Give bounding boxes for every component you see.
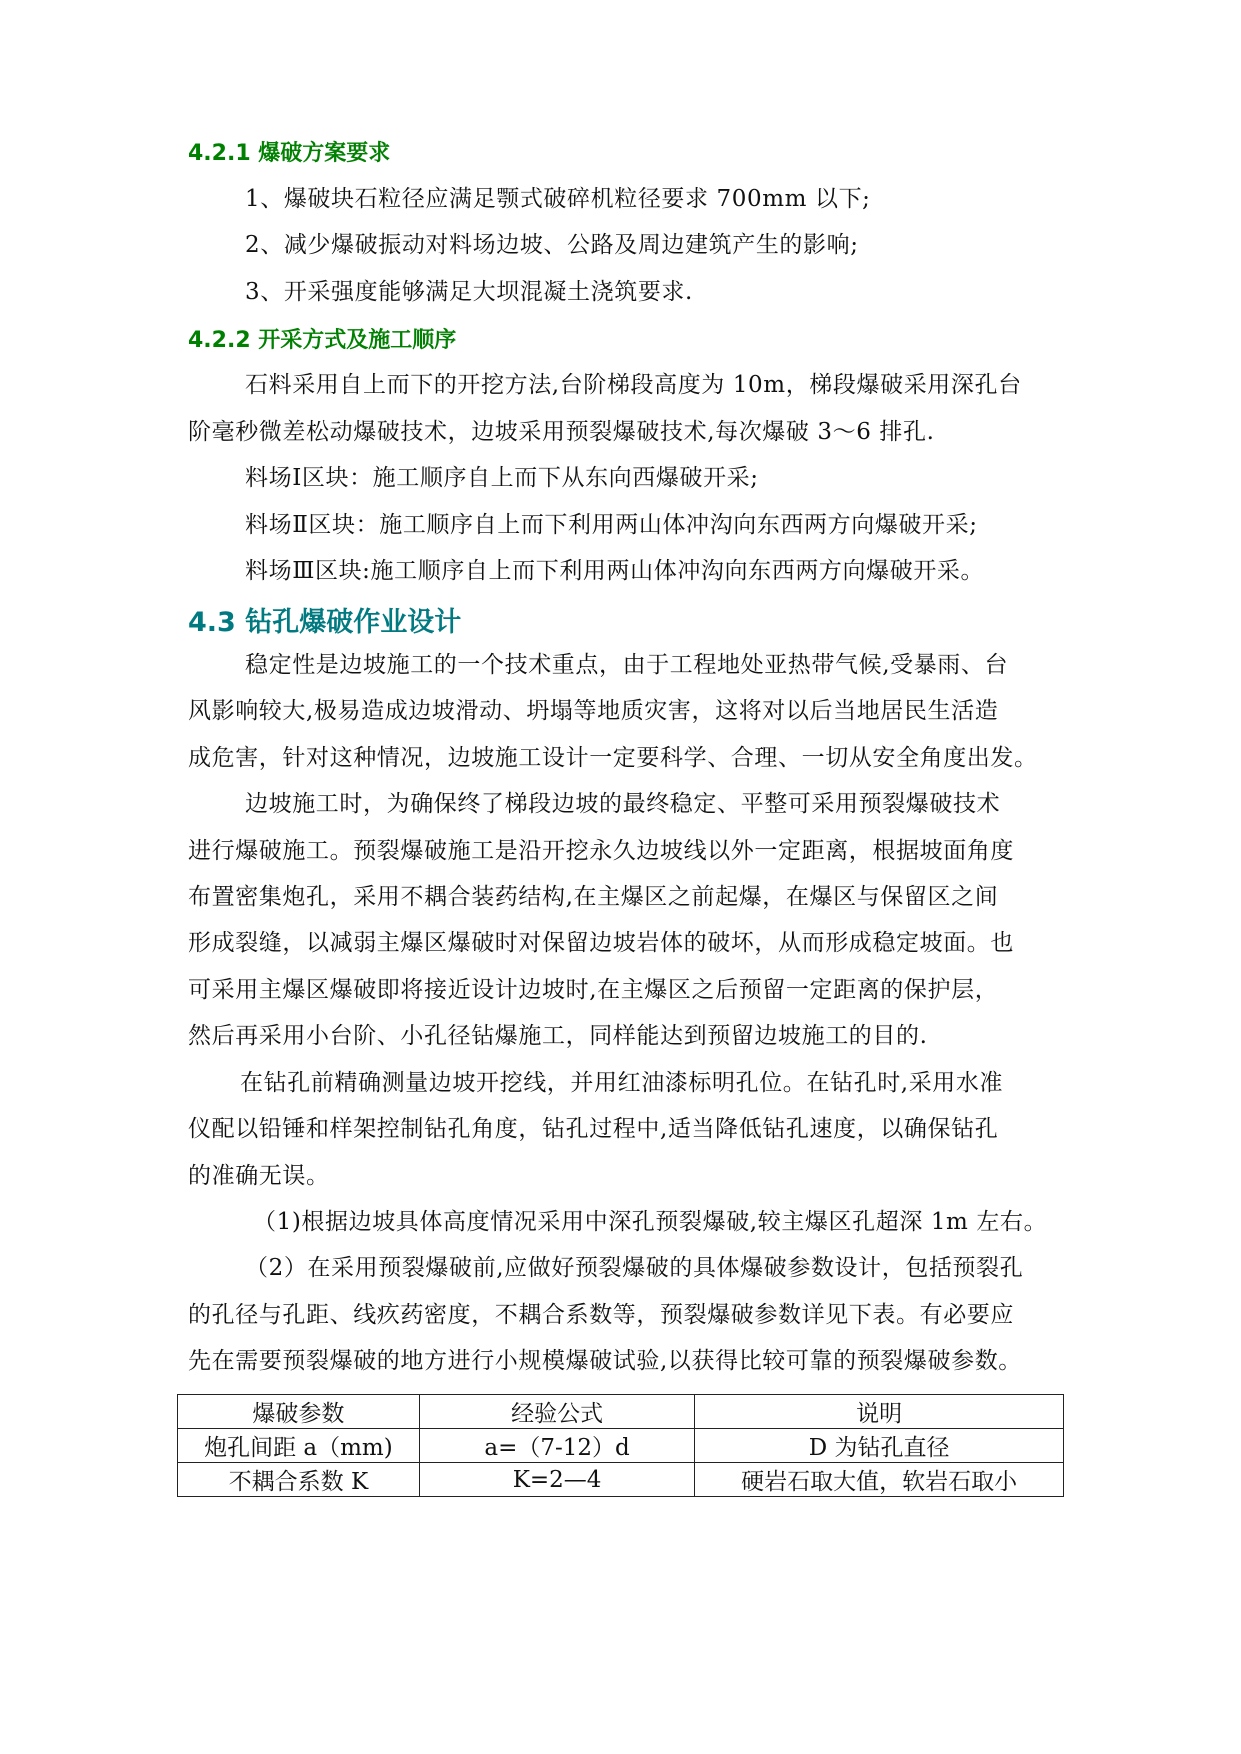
zone-1-line: 料场Ⅰ区块：施工顺序自上而下从东向西爆破开采;: [245, 465, 759, 491]
requirement-item-1: 1、爆破块石粒径应满足颚式破碎机粒径要求 700mm 以下;: [245, 186, 871, 212]
table-cell: K=2—4: [419, 1463, 695, 1497]
requirement-item-3: 3、开采强度能够满足大坝混凝土浇筑要求.: [245, 279, 693, 305]
mining-paragraph-line: 石料采用自上而下的开挖方法,台阶梯段高度为 10m，梯段爆破采用深孔台: [245, 372, 1022, 398]
zone-2-line: 料场Ⅱ区块：施工顺序自上而下利用两山体冲沟向东西两方向爆破开采;: [245, 512, 978, 538]
table-cell: a=（7-12）d: [419, 1429, 695, 1463]
table-header-row: [178, 1395, 1064, 1429]
heading-4-3: 4.3 钻孔爆破作业设计: [188, 607, 462, 638]
presplit-paragraph-line: 布置密集炮孔，采用不耦合装药结构,在主爆区之前起爆，在爆区与保留区之间: [188, 884, 999, 910]
presplit-paragraph-line: 然后再采用小台阶、小孔径钻爆施工，同样能达到预留边坡施工的目的.: [188, 1023, 928, 1049]
presplit-paragraph-line: 进行爆破施工。预裂爆破施工是沿开挖永久边坡线以外一定距离，根据坡面角度: [188, 838, 1014, 864]
stability-paragraph-line: 风影响较大,极易造成边坡滑动、坍塌等地质灾害，这将对以后当地居民生活造: [188, 698, 999, 724]
drilling-paragraph-line: 仪配以铅锤和样架控制钻孔角度，钻孔过程中,适当降低钻孔速度，以确保钻孔: [188, 1116, 999, 1142]
numbered-item-2-line: 先在需要预裂爆破的地方进行小规模爆破试验,以获得比较可靠的预裂爆破参数。: [188, 1348, 1022, 1374]
stability-paragraph-line: 成危害，针对这种情况，边坡施工设计一定要科学、合理、一切从安全角度出发。: [188, 745, 1038, 771]
table-cell: 硬岩石取大值，软岩石取小: [695, 1463, 1064, 1497]
numbered-item-2-line: 的孔径与孔距、线疚药密度，不耦合系数等，预裂爆破参数详见下表。有必要应: [188, 1302, 1014, 1328]
mining-paragraph-line: 阶毫秒微差松动爆破技术，边坡采用预裂爆破技术,每次爆破 3～6 排孔.: [188, 419, 935, 445]
presplit-paragraph-line: 边坡施工时，为确保终了梯段边坡的最终稳定、平整可采用预裂爆破技术: [245, 791, 1001, 817]
table-cell: 不耦合系数 K: [178, 1463, 420, 1497]
zone-3-line: 料场Ⅲ区块:施工顺序自上而下利用两山体冲沟向东西两方向爆破开采。: [245, 558, 985, 584]
table-header-cell: 说明: [695, 1395, 1064, 1429]
presplit-paragraph-line: 形成裂缝，以减弱主爆区爆破时对保留边坡岩体的破坏，从而形成稳定坡面。也: [188, 930, 1014, 956]
stability-paragraph-line: 稳定性是边坡施工的一个技术重点，由于工程地处亚热带气候,受暴雨、台: [245, 652, 1009, 678]
heading-4-2-1: 4.2.1 爆破方案要求: [188, 141, 391, 166]
heading-4-2-2: 4.2.2 开采方式及施工顺序: [188, 328, 457, 353]
table-cell: D 为钻孔直径: [695, 1429, 1064, 1463]
table-header-cell: 经验公式: [419, 1395, 695, 1429]
blasting-parameter-table: [177, 1394, 1064, 1497]
requirement-item-2: 2、减少爆破振动对料场边坡、公路及周边建筑产生的影响;: [245, 232, 859, 258]
drilling-paragraph-line: 的准确无误。: [188, 1163, 330, 1189]
drilling-paragraph-line: 在钻孔前精确测量边坡开挖线，并用红油漆标明孔位。在钻孔时,采用水准: [240, 1070, 1004, 1096]
table-row: [178, 1463, 1064, 1497]
numbered-item-2-line: （2）在采用预裂爆破前,应做好预裂爆破的具体爆破参数设计，包括预裂孔: [245, 1255, 1024, 1281]
table-header-cell: 爆破参数: [178, 1395, 420, 1429]
table-cell: 炮孔间距 a（mm): [178, 1429, 420, 1463]
table-row: [178, 1429, 1064, 1463]
presplit-paragraph-line: 可采用主爆区爆破即将接近设计边坡时,在主爆区之后预留一定距离的保护层，: [188, 977, 999, 1003]
numbered-item-1: （1)根据边坡具体高度情况采用中深孔预裂爆破,较主爆区孔超深 1m 左右。: [253, 1209, 1048, 1235]
